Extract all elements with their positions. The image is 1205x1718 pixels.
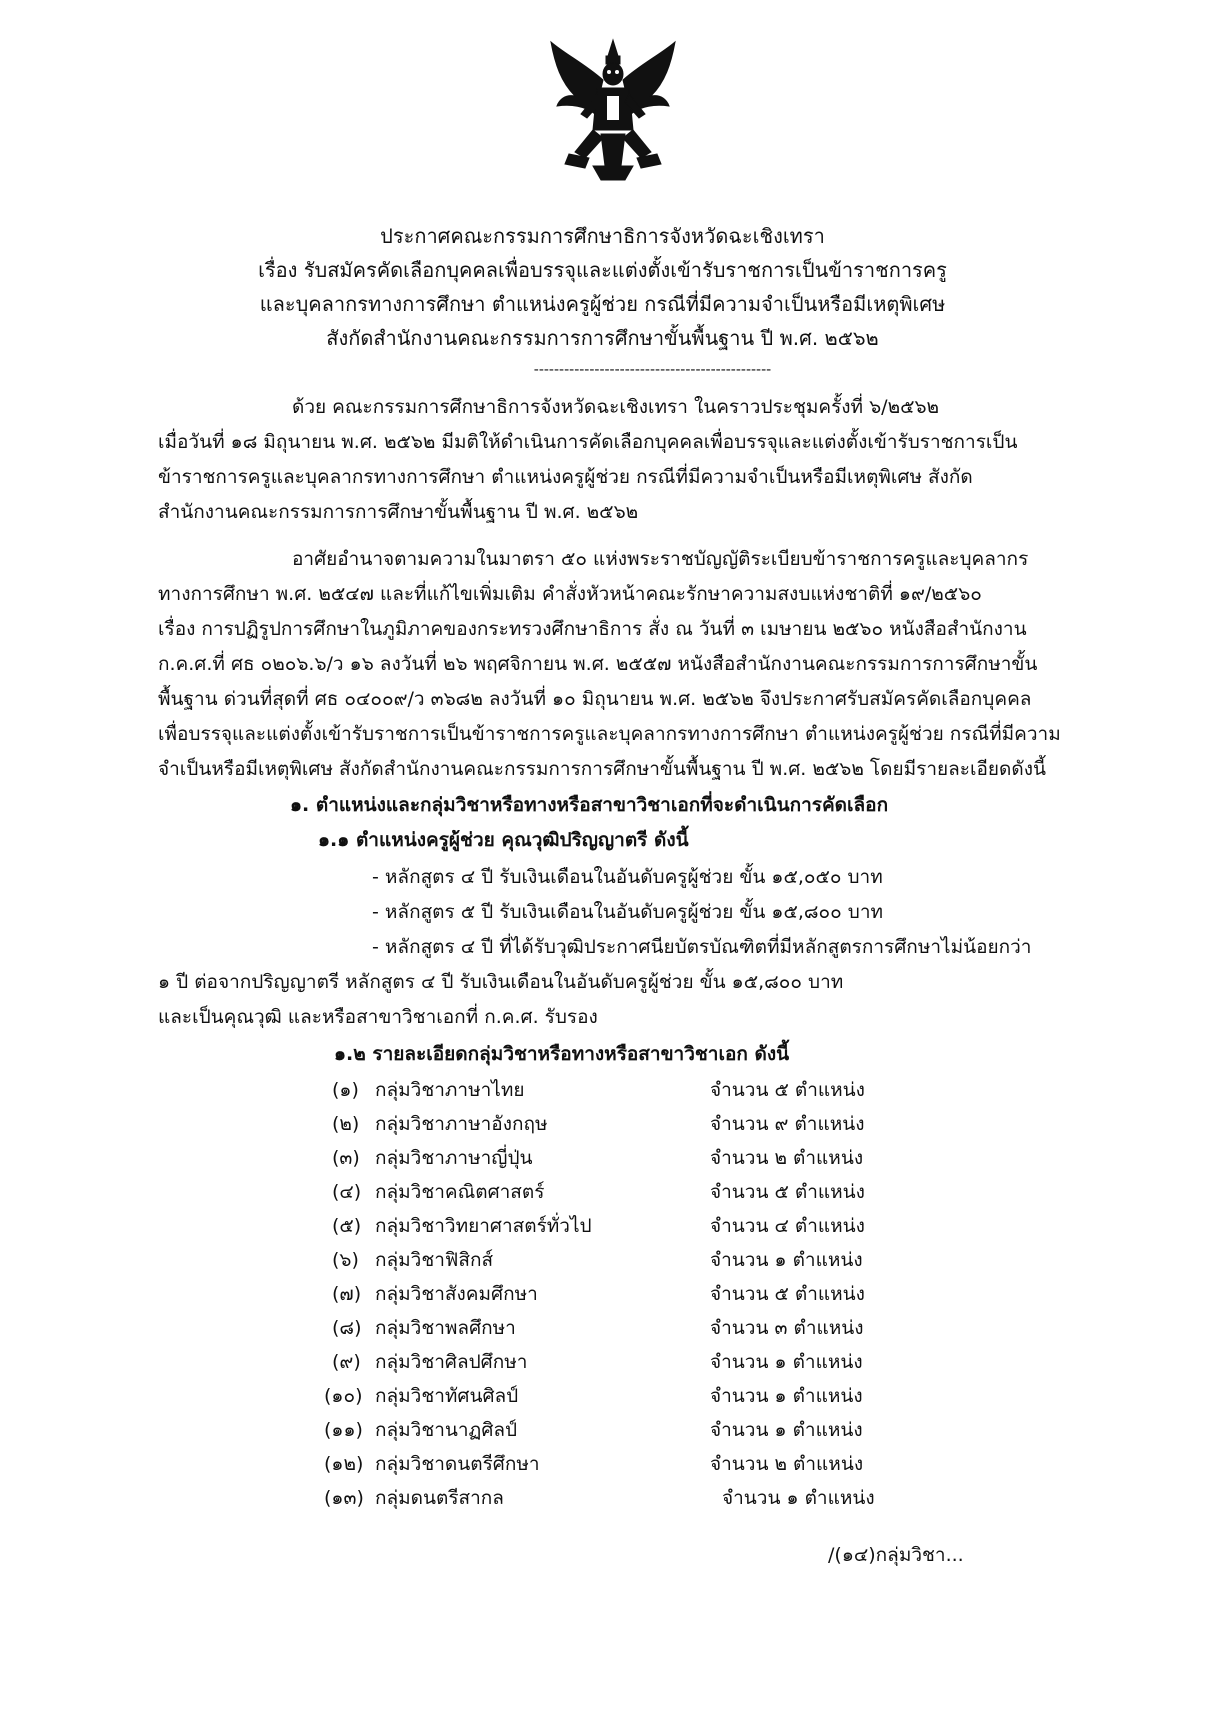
group-name: กลุ่มวิชาดนตรีศึกษา xyxy=(375,1453,540,1475)
subsection-heading: ๑.๒ รายละเอียดกลุ่มวิชาหรือทางหรือสาขาวิชาเอก ดังนี้ xyxy=(334,1043,790,1065)
paragraph-line: เพื่อบรรจุและแต่งตั้งเข้ารับราชการเป็นข้าราชการครูและบุคลากรทางการศึกษา ตำแหน่งครูผู้ช่วย กรณีที่มีความ xyxy=(158,723,1061,745)
salary-bullet-continued: ๑ ปี ต่อจากปริญญาตรี หลักสูตร ๔ ปี รับเงินเดือนในอันดับครูผู้ช่วย ขั้น ๑๕,๘๐๐ บาท xyxy=(158,971,844,993)
group-number: (๘) xyxy=(332,1317,362,1339)
group-number: (๑๑) xyxy=(324,1419,363,1441)
group-number: (๕) xyxy=(332,1215,362,1237)
group-count: จำนวน ๑ ตำแหน่ง xyxy=(710,1385,863,1407)
group-count: จำนวน ๕ ตำแหน่ง xyxy=(710,1181,865,1203)
announcement-title: ประกาศคณะกรรมการศึกษาธิการจังหวัดฉะเชิงเทรา xyxy=(380,224,825,248)
group-count: จำนวน ๑ ตำแหน่ง xyxy=(710,1351,863,1373)
paragraph-line: เมื่อวันที่ ๑๘ มิถุนายน พ.ศ. ๒๕๖๒ มีมติให้ดำเนินการคัดเลือกบุคคลเพื่อบรรจุและแต่งตั้งเข้ารับราชการเป็น xyxy=(158,431,1018,453)
paragraph-line: สำนักงานคณะกรรมการการศึกษาขั้นพื้นฐาน ปี พ.ศ. ๒๕๖๒ xyxy=(158,501,639,523)
paragraph-line: ทางการศึกษา พ.ศ. ๒๕๔๗ และที่แก้ไขเพิ่มเติม คำสั่งหัวหน้าคณะรักษาความสงบแห่งชาติที่ ๑๙/๒๕๖๐ xyxy=(158,583,982,605)
group-number: (๑๒) xyxy=(324,1453,364,1475)
announcement-subject: เรื่อง รับสมัครคัดเลือกบุคคลเพื่อบรรจุและแต่งตั้งเข้ารับราชการเป็นข้าราชการครู xyxy=(258,258,947,282)
group-name: กลุ่มวิชาศิลปศึกษา xyxy=(375,1351,528,1373)
group-name: กลุ่มวิชาวิทยาศาสตร์ทั่วไป xyxy=(375,1215,592,1237)
group-number: (๔) xyxy=(332,1181,362,1203)
group-name: กลุ่มวิชาคณิตศาสตร์ xyxy=(375,1181,545,1203)
salary-bullet: - หลักสูตร ๕ ปี รับเงินเดือนในอันดับครูผู้ช่วย ขั้น ๑๕,๘๐๐ บาท xyxy=(372,901,884,923)
group-count: จำนวน ๒ ตำแหน่ง xyxy=(710,1147,864,1169)
announcement-subject-line2: และบุคลากรทางการศึกษา ตำแหน่งครูผู้ช่วย กรณีที่มีความจำเป็นหรือมีเหตุพิเศษ xyxy=(259,292,946,316)
group-name: กลุ่มวิชาฟิสิกส์ xyxy=(375,1249,494,1271)
group-number: (๙) xyxy=(332,1351,361,1373)
group-count: จำนวน ๑ ตำแหน่ง xyxy=(710,1419,863,1441)
paragraph-line: เรื่อง การปฏิรูปการศึกษาในภูมิภาคของกระทรวงศึกษาธิการ สั่ง ณ วันที่ ๓ เมษายน ๒๕๖๐ หนังสือสำนักงาน xyxy=(158,618,1027,640)
group-count: จำนวน ๓ ตำแหน่ง xyxy=(710,1317,864,1339)
group-count: จำนวน ๕ ตำแหน่ง xyxy=(710,1283,865,1305)
group-count: จำนวน ๕ ตำแหน่ง xyxy=(710,1079,865,1101)
paragraph-line: พื้นฐาน ด่วนที่สุดที่ ศธ ๐๔๐๐๙/ว ๓๖๘๒ ลงวันที่ ๑๐ มิถุนายน พ.ศ. ๒๕๖๒ จึงประกาศรับสมัครคัดเลือกบุคคล xyxy=(158,688,1032,710)
group-number: (๑๓) xyxy=(324,1487,364,1509)
group-count: จำนวน ๙ ตำแหน่ง xyxy=(710,1113,865,1135)
section-heading: ๑. ตำแหน่งและกลุ่มวิชาหรือทางหรือสาขาวิชาเอกที่จะดำเนินการคัดเลือก xyxy=(290,794,889,816)
group-number: (๓) xyxy=(332,1147,360,1169)
garuda-emblem-icon xyxy=(545,34,681,184)
salary-bullet-continued: และเป็นคุณวุฒิ และหรือสาขาวิชาเอกที่ ก.ค.ศ. รับรอง xyxy=(158,1006,598,1028)
group-count: จำนวน ๑ ตำแหน่ง xyxy=(710,1249,863,1271)
group-name: กลุ่มดนตรีสากล xyxy=(375,1487,504,1509)
paragraph-line: ก.ค.ศ.ที่ ศธ ๐๒๐๖.๖/ว ๑๖ ลงวันที่ ๒๖ พฤศจิกายน พ.ศ. ๒๕๕๗ หนังสือสำนักงานคณะกรรมการการศึกษาขั้น xyxy=(158,653,1038,675)
paragraph-line: ด้วย คณะกรรมการศึกษาธิการจังหวัดฉะเชิงเทรา ในคราวประชุมครั้งที่ ๖/๒๕๖๒ xyxy=(292,396,940,418)
group-name: กลุ่มวิชาสังคมศึกษา xyxy=(375,1283,538,1305)
salary-bullet: - หลักสูตร ๔ ปี ที่ได้รับวุฒิประกาศนียบัตรบัณฑิตที่มีหลักสูตรการศึกษาไม่น้อยกว่า xyxy=(372,936,1032,958)
group-count: จำนวน ๔ ตำแหน่ง xyxy=(710,1215,865,1237)
paragraph-line: อาศัยอำนาจตามความในมาตรา ๕๐ แห่งพระราชบัญญัติระเบียบข้าราชการครูและบุคลากร xyxy=(292,548,1029,570)
salary-bullet: - หลักสูตร ๔ ปี รับเงินเดือนในอันดับครูผู้ช่วย ขั้น ๑๕,๐๕๐ บาท xyxy=(372,866,883,888)
group-number: (๑๐) xyxy=(324,1385,363,1407)
group-name: กลุ่มวิชาพลศึกษา xyxy=(375,1317,516,1339)
group-count: จำนวน ๑ ตำแหน่ง xyxy=(722,1487,875,1509)
group-count: จำนวน ๒ ตำแหน่ง xyxy=(710,1453,864,1475)
group-name: กลุ่มวิชาภาษาญี่ปุ่น xyxy=(375,1147,533,1169)
group-name: กลุ่มวิชาภาษาไทย xyxy=(375,1079,525,1101)
paragraph-line: ข้าราชการครูและบุคลากรทางการศึกษา ตำแหน่งครูผู้ช่วย กรณีที่มีความจำเป็นหรือมีเหตุพิเศษ สังกัด xyxy=(158,466,973,488)
group-number: (๑) xyxy=(332,1079,359,1101)
group-number: (๗) xyxy=(332,1283,362,1305)
group-name: กลุ่มวิชาทัศนศิลป์ xyxy=(375,1385,519,1407)
group-number: (๒) xyxy=(332,1113,360,1135)
subsection-heading: ๑.๑ ตำแหน่งครูผู้ช่วย คุณวุฒิปริญญาตรี ดังนี้ xyxy=(318,829,689,851)
group-number: (๖) xyxy=(332,1249,359,1271)
announcement-subject-line3: สังกัดสำนักงานคณะกรรมการการศึกษาขั้นพื้นฐาน ปี พ.ศ. ๒๕๖๒ xyxy=(326,326,879,350)
group-name: กลุ่มวิชานาฏศิลป์ xyxy=(375,1419,518,1441)
header-divider: ----------------------------------------------- xyxy=(533,362,772,378)
group-name: กลุ่มวิชาภาษาอังกฤษ xyxy=(375,1113,548,1135)
paragraph-line: จำเป็นหรือมีเหตุพิเศษ สังกัดสำนักงานคณะกรรมการการศึกษาขั้นพื้นฐาน ปี พ.ศ. ๒๕๖๒ โดยมีรายละเอียดดังนี้ xyxy=(158,758,1046,780)
page-continuation: /(๑๔)กลุ่มวิชา... xyxy=(828,1544,964,1566)
